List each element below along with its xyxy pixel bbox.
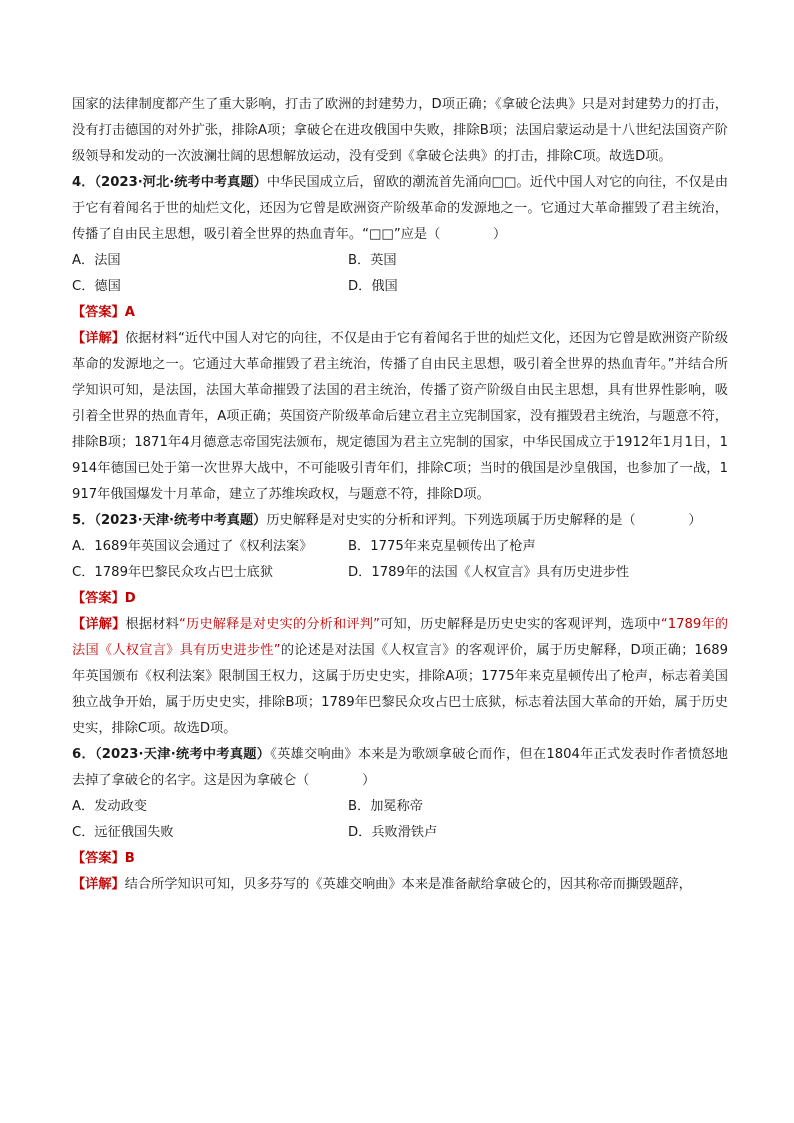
q6-stem: 《英雄交响曲》本来是为歌颂拿破仑而作，但在1804年正式发表时作者愤怒地去掉了拿破仑的名字。这是因为拿破仑（ ） [72, 747, 728, 788]
q6-option-b: B．加冕称帝 [348, 799, 423, 814]
q5-option-b: B．1775年来克星顿传出了枪声 [348, 539, 536, 554]
q4-detail [72, 326, 728, 508]
document-content [72, 92, 728, 898]
q4-detail-text: 依据材料“近代中国人对它的向往，不仅是由于它有着闻名于世的灿烂文化，还因为它曾是欧洲资产阶级革命的发源地之一。它通过大革命摧毁了君主统治，传播了自由民主思想，吸引着全世界的热血青年。”并结合所学知识可知，是法国，法国大革命摧毁了法国的君主统治，传播了资产阶级自由民主思想，具有世界性影响，吸引着全世界的热血青年，A项正确；英国资产阶级革命后建立君主立宪制国家，没有摧毁君主统治，与题意不符，排除B项；1871年4月德意志帝国宪法颁布，规定德国为君主立宪制的国家，中华民国成立于1912年1月1日，1914年德国已处于第一次世界大战中，不可能吸引青年们，排除C项；当时的俄国是沙皇俄国，也参加了一战，1917年俄国爆发十月革命，建立了苏维埃政权，与题意不符，排除D项。 [72, 331, 729, 502]
q5-detail-mid: 可知，历史解释是历史史实的客观评判，选项中 [379, 617, 661, 632]
q6-answer-value: B [124, 851, 135, 866]
q5-answer [72, 586, 728, 612]
q4-option-c: C．德国 [72, 279, 121, 294]
q5-detail-quote-2: “1789年的法国《人权宣言》具有历史进步性” [72, 617, 729, 658]
q4-options-row-2 [72, 274, 728, 300]
q6-answer-label: 【答案】 [72, 851, 125, 866]
q6-number: 6． [72, 747, 95, 762]
q4-options-row-1 [72, 248, 728, 274]
q5-detail-post: 的论述是对法国《人权宣言》的客观评价，属于历史解释，D项正确；1689年英国颁布《权利法案》限制国王权力，这属于历史史实，排除A项；1775年来克星顿传出了枪声，标志着美国独立战争开始，属于历史史实，排除B项；1789年巴黎民众攻占巴士底狱，标志着法国大革命的开始，属于历史史实，排除C项。故选D项。 [72, 643, 728, 736]
q4-number: 4． [72, 175, 95, 190]
q6-source: （2023·天津·统考中考真题） [94, 747, 271, 762]
q5-detail-pre: 根据材料 [125, 617, 179, 632]
q5-detail [72, 612, 728, 742]
q5-number: 5． [72, 513, 95, 528]
q5-stem: 历史解释是对史实的分析和评判。下列选项属于历史解释的是（ ） [266, 513, 702, 528]
q6-options-row-1 [72, 794, 728, 820]
q3-detail-continued: 国家的法律制度都产生了重大影响，打击了欧洲的封建势力，D项正确；《拿破仑法典》只是对封建势力的打击，没有打击德国的对外扩张，排除A项；拿破仑在进攻俄国中失败，排除B项；法国启蒙运动是十八世纪法国资产阶级领导和发动的一次波澜壮阔的思想解放运动，没有受到《拿破仑法典》的打击，排除C项。故选D项。 [72, 97, 728, 164]
q6-option-d: D．兵败滑铁卢 [348, 825, 438, 840]
q5-option-a: A．1689年英国议会通过了《权利法案》 [72, 539, 313, 554]
q4-answer-label: 【答案】 [72, 305, 125, 320]
q4-stem: 中华民国成立后，留欧的潮流首先涌向□□。近代中国人对它的向往，不仅是由于它有着闻名于世的灿烂文化，还因为它曾是欧洲资产阶级革命的发源地之一。它通过大革命摧毁了君主统治，传播了自由民主思想，吸引着全世界的热血青年。“□□”应是（ ） [72, 175, 729, 242]
q5-detail-quote-1: “历史解释是对史实的分析和评判” [178, 617, 380, 632]
q6-detail [72, 872, 728, 898]
q5-source: （2023·天津·统考中考真题） [94, 513, 267, 528]
q6-question [72, 742, 728, 794]
q4-answer [72, 300, 728, 326]
q4-option-d: D．俄国 [348, 279, 398, 294]
q6-detail-label: 【详解】 [72, 877, 125, 892]
q5-question [72, 508, 728, 534]
q5-answer-value: D [124, 591, 136, 606]
q4-detail-label: 【详解】 [72, 331, 125, 346]
q6-option-c: C．远征俄国失败 [72, 825, 174, 840]
q4-answer-value: A [124, 305, 135, 320]
q6-options-row-2 [72, 820, 728, 846]
q5-answer-label: 【答案】 [72, 591, 125, 606]
q4-source: （2023·河北·统考中考真题） [94, 175, 267, 190]
q4-option-b: B．英国 [348, 253, 397, 268]
q5-options-row-1 [72, 534, 728, 560]
q5-option-d: D．1789年的法国《人权宣言》具有历史进步性 [348, 565, 630, 580]
q5-option-c: C．1789年巴黎民众攻占巴士底狱 [72, 565, 274, 580]
q6-detail-text: 结合所学知识可知，贝多芬写的《英雄交响曲》本来是准备献给拿破仑的，因其称帝而撕毁题辞， [124, 877, 692, 892]
q5-detail-label: 【详解】 [72, 617, 126, 632]
q4-question [72, 170, 728, 248]
q4-option-a: A．法国 [72, 253, 121, 268]
q5-options-row-2 [72, 560, 728, 586]
q6-option-a: A．发动政变 [72, 799, 147, 814]
q6-answer [72, 846, 728, 872]
